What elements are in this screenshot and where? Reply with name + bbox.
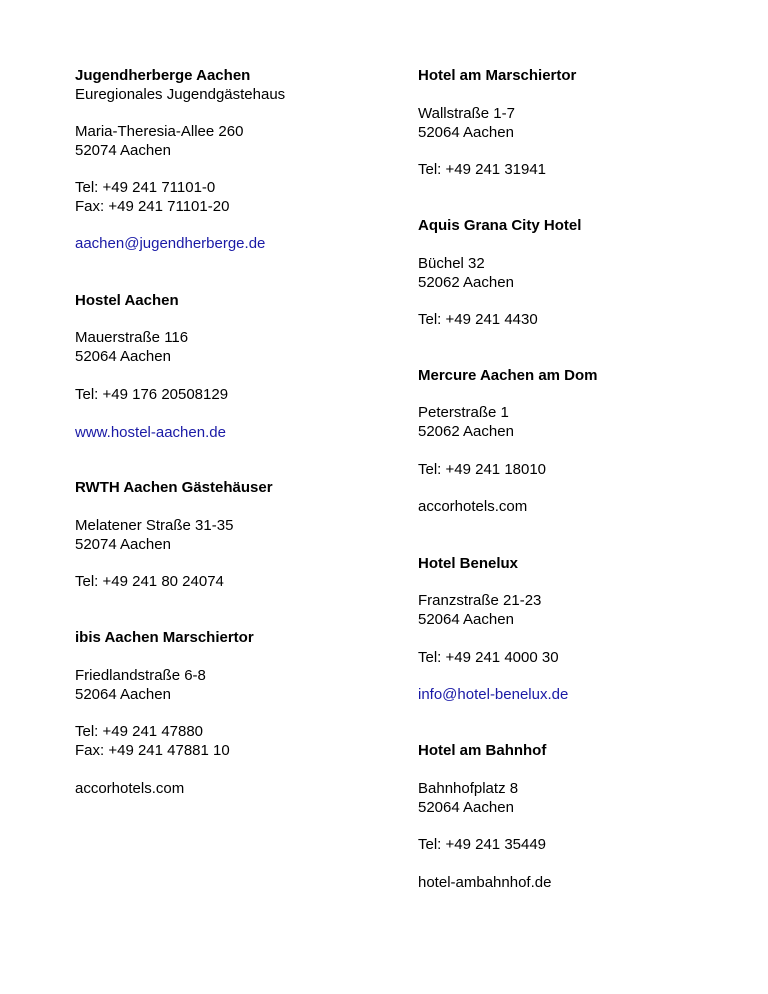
listing-street-aquis: Büchel 32 <box>418 255 485 272</box>
listing-website-mercure: accorhotels.com <box>418 498 528 515</box>
listing-tel-ibis: Tel: +49 241 47880 <box>75 723 204 740</box>
listing-city-jugendherberge: 52074 Aachen <box>75 142 171 159</box>
listing-city-mercure: 52062 Aachen <box>418 423 514 440</box>
listing-name-ibis: ibis Aachen Marschiertor <box>75 629 254 646</box>
listing-street-marschiertor: Wallstraße 1-7 <box>418 105 515 122</box>
listing-tel-marschiertor: Tel: +49 241 31941 <box>418 161 547 178</box>
listing-city-benelux: 52064 Aachen <box>418 611 514 628</box>
listing-city-hostel: 52064 Aachen <box>75 348 171 365</box>
listing-tel-aquis: Tel: +49 241 4430 <box>418 311 538 328</box>
listing-tel-rwth: Tel: +49 241 80 24074 <box>75 573 224 590</box>
listing-street-rwth: Melatener Straße 31-35 <box>75 517 234 534</box>
listing-street-ibis: Friedlandstraße 6-8 <box>75 667 206 684</box>
listing-city-aquis: 52062 Aachen <box>418 274 514 291</box>
listing-city-bahnhof: 52064 Aachen <box>418 799 514 816</box>
listing-name-rwth: RWTH Aachen Gästehäuser <box>75 479 273 496</box>
listing-city-marschiertor: 52064 Aachen <box>418 124 514 141</box>
listing-city-rwth: 52074 Aachen <box>75 536 171 553</box>
listing-name-benelux: Hotel Benelux <box>418 555 519 572</box>
listing-street-benelux: Franzstraße 21-23 <box>418 592 542 609</box>
listing-name-marschiertor: Hotel am Marschiertor <box>418 67 577 84</box>
listing-website-ibis: accorhotels.com <box>75 780 185 797</box>
listing-tel-benelux: Tel: +49 241 4000 30 <box>418 649 559 666</box>
listing-subtitle-jugendherberge: Euregionales Jugendgästehaus <box>75 86 286 103</box>
listing-name-jugendherberge: Jugendherberge Aachen <box>75 67 251 84</box>
listing-tel-hostel: Tel: +49 176 20508129 <box>75 386 229 403</box>
listing-street-hostel: Mauerstraße 116 <box>75 329 189 346</box>
listing-tel-bahnhof: Tel: +49 241 35449 <box>418 836 547 853</box>
listing-website-bahnhof: hotel-ambahnhof.de <box>418 874 552 891</box>
listing-email-benelux[interactable]: info@hotel-benelux.de <box>418 686 569 703</box>
listing-fax-ibis: Fax: +49 241 47881 10 <box>75 742 230 759</box>
listing-tel-mercure: Tel: +49 241 18010 <box>418 461 547 478</box>
listing-name-hostel: Hostel Aachen <box>75 292 179 309</box>
listing-name-bahnhof: Hotel am Bahnhof <box>418 742 547 759</box>
listing-email-jugendherberge[interactable]: aachen@jugendherberge.de <box>75 235 266 252</box>
listing-street-mercure: Peterstraße 1 <box>418 404 509 421</box>
listing-name-aquis: Aquis Grana City Hotel <box>418 217 582 234</box>
listing-name-mercure: Mercure Aachen am Dom <box>418 367 598 384</box>
listing-website-hostel[interactable]: www.hostel-aachen.de <box>75 424 226 441</box>
listing-tel-jugendherberge: Tel: +49 241 71101-0 <box>75 179 216 196</box>
listing-street-bahnhof: Bahnhofplatz 8 <box>418 780 519 797</box>
listing-city-ibis: 52064 Aachen <box>75 686 171 703</box>
listing-street-jugendherberge: Maria-Theresia-Allee 260 <box>75 123 244 140</box>
listing-fax-jugendherberge: Fax: +49 241 71101-20 <box>75 198 230 215</box>
